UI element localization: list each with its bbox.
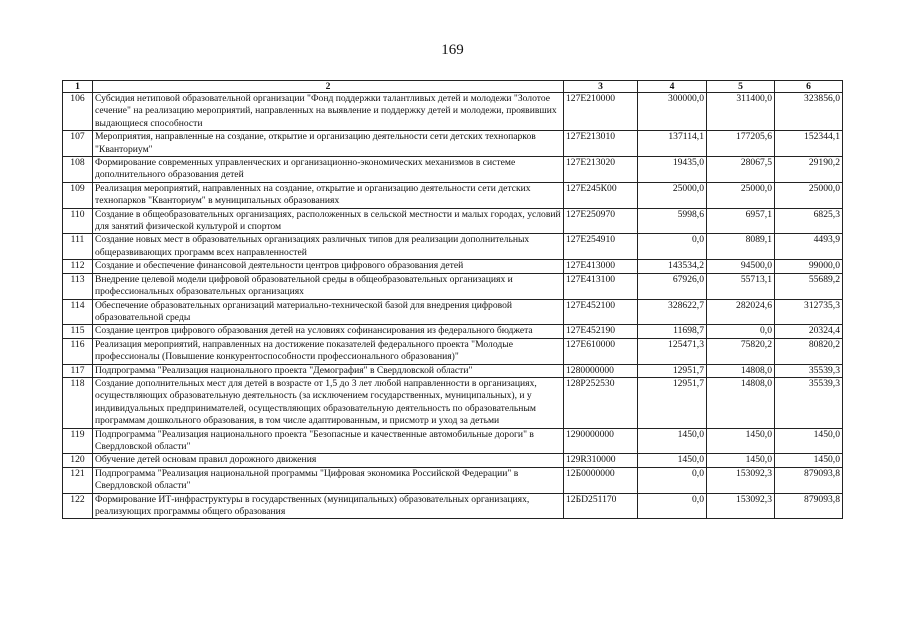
row-code: 127Е413000 — [564, 260, 638, 273]
row-value-5: 1450,0 — [707, 428, 775, 454]
row-value-4: 5998,6 — [638, 208, 707, 234]
row-number: 112 — [63, 260, 93, 273]
table-row — [63, 377, 843, 428]
row-value-4: 300000,0 — [638, 93, 707, 131]
row-value-4: 0,0 — [638, 234, 707, 260]
row-value-6: 20324,4 — [775, 325, 843, 338]
row-value-6: 55689,2 — [775, 273, 843, 299]
table-row — [63, 467, 843, 493]
table-row — [63, 208, 843, 234]
row-name: Мероприятия, направленные на создание, открытие и организацию деятельности сети детских технопарков "Кванториум" — [93, 131, 564, 157]
row-value-4: 12951,7 — [638, 377, 707, 428]
row-code: 12Б0000000 — [564, 467, 638, 493]
row-code: 127Е452190 — [564, 325, 638, 338]
row-name: Субсидия нетиповой образовательной организации "Фонд поддержки талантливых детей и молодежи "Золотое сечение" на реализацию мероприятий, направленных на выявление и поддержку детей и молодежи, проявивших выдающиеся способности — [93, 93, 564, 131]
row-value-6: 323856,0 — [775, 93, 843, 131]
row-value-4: 12951,7 — [638, 364, 707, 377]
row-value-6: 35539,3 — [775, 364, 843, 377]
row-code: 127Е245К00 — [564, 182, 638, 208]
row-number: 109 — [63, 182, 93, 208]
row-value-5: 153092,3 — [707, 493, 775, 519]
row-code: 127Е610000 — [564, 338, 638, 364]
row-value-5: 282024,6 — [707, 299, 775, 325]
row-code: 1280000000 — [564, 364, 638, 377]
column-header: 5 — [707, 81, 775, 93]
row-number: 113 — [63, 273, 93, 299]
row-value-6: 99000,0 — [775, 260, 843, 273]
row-value-4: 11698,7 — [638, 325, 707, 338]
row-value-4: 137114,1 — [638, 131, 707, 157]
row-value-6: 1450,0 — [775, 428, 843, 454]
row-number: 108 — [63, 157, 93, 183]
row-code: 12БD251170 — [564, 493, 638, 519]
row-name: Создание дополнительных мест для детей в возрасте от 1,5 до 3 лет любой направленности в организациях, осуществляющих образовательную деятельность (за исключением государственных, муниципальных), и у индивидуальных предпринимателей, осуществляющих образовательную деятельность по образовательным программам дошкольного образования, в том числе адаптированным, и присмотр и уход за детьми — [93, 377, 564, 428]
row-code: 129R310000 — [564, 454, 638, 467]
header-row — [63, 81, 843, 93]
row-code: 127Е413100 — [564, 273, 638, 299]
row-name: Подпрограмма "Реализация национального проекта "Демография" в Свердловской области" — [93, 364, 564, 377]
table-row — [63, 364, 843, 377]
row-code: 127Е250970 — [564, 208, 638, 234]
row-number: 122 — [63, 493, 93, 519]
table-row — [63, 493, 843, 519]
row-number: 120 — [63, 454, 93, 467]
row-value-4: 143534,2 — [638, 260, 707, 273]
table-row — [63, 182, 843, 208]
row-code: 127Е254910 — [564, 234, 638, 260]
table-row — [63, 131, 843, 157]
row-name: Внедрение целевой модели цифровой образовательной среды в общеобразовательных организациях и профессиональных образовательных организациях — [93, 273, 564, 299]
row-code: 127Е210000 — [564, 93, 638, 131]
table-row — [63, 299, 843, 325]
column-header: 4 — [638, 81, 707, 93]
row-number: 117 — [63, 364, 93, 377]
row-code: 127Е213010 — [564, 131, 638, 157]
row-value-6: 4493,9 — [775, 234, 843, 260]
row-value-6: 879093,8 — [775, 467, 843, 493]
row-value-5: 14808,0 — [707, 364, 775, 377]
row-name: Обучение детей основам правил дорожного движения — [93, 454, 564, 467]
table-row — [63, 93, 843, 131]
row-value-4: 19435,0 — [638, 157, 707, 183]
table-row — [63, 260, 843, 273]
row-value-6: 80820,2 — [775, 338, 843, 364]
row-code: 128Р252530 — [564, 377, 638, 428]
row-value-5: 1450,0 — [707, 454, 775, 467]
row-value-5: 14808,0 — [707, 377, 775, 428]
table-row — [63, 325, 843, 338]
row-name: Создание новых мест в образовательных организациях различных типов для реализации дополнительных общеразвивающих программ всех направленностей — [93, 234, 564, 260]
row-value-6: 152344,1 — [775, 131, 843, 157]
column-header: 1 — [63, 81, 93, 93]
row-number: 107 — [63, 131, 93, 157]
row-name: Реализация мероприятий, направленных на достижение показателей федерального проекта "Молодые профессионалы (Повышение конкурентоспособности профессионального образования)" — [93, 338, 564, 364]
row-name: Подпрограмма "Реализация национальной программы "Цифровая экономика Российской Федерации" в Свердловской области" — [93, 467, 564, 493]
row-value-5: 311400,0 — [707, 93, 775, 131]
row-value-6: 1450,0 — [775, 454, 843, 467]
row-value-5: 94500,0 — [707, 260, 775, 273]
row-value-4: 125471,3 — [638, 338, 707, 364]
row-name: Создание центров цифрового образования детей на условиях софинансирования из федерального бюджета — [93, 325, 564, 338]
row-number: 106 — [63, 93, 93, 131]
row-name: Подпрограмма "Реализация национального проекта "Безопасные и качественные автомобильные дороги" в Свердловской области" — [93, 428, 564, 454]
column-header: 2 — [93, 81, 564, 93]
row-name: Формирование ИТ-инфраструктуры в государственных (муниципальных) образовательных организациях, реализующих программы общего образования — [93, 493, 564, 519]
table-row — [63, 273, 843, 299]
row-value-5: 55713,1 — [707, 273, 775, 299]
row-value-5: 153092,3 — [707, 467, 775, 493]
row-number: 121 — [63, 467, 93, 493]
row-value-6: 25000,0 — [775, 182, 843, 208]
page-number: 169 — [441, 42, 464, 58]
row-value-6: 29190,2 — [775, 157, 843, 183]
row-value-4: 67926,0 — [638, 273, 707, 299]
row-number: 110 — [63, 208, 93, 234]
row-code: 1290000000 — [564, 428, 638, 454]
row-value-5: 75820,2 — [707, 338, 775, 364]
row-name: Создание в общеобразовательных организациях, расположенных в сельской местности и малых городах, условий для занятий физической культурой и спортом — [93, 208, 564, 234]
column-header: 3 — [564, 81, 638, 93]
row-value-5: 6957,1 — [707, 208, 775, 234]
row-number: 116 — [63, 338, 93, 364]
row-code: 127Е213020 — [564, 157, 638, 183]
row-value-4: 328622,7 — [638, 299, 707, 325]
row-name: Формирование современных управленческих и организационно-экономических механизмов в системе дополнительного образования детей — [93, 157, 564, 183]
row-value-6: 6825,3 — [775, 208, 843, 234]
row-value-4: 25000,0 — [638, 182, 707, 208]
row-value-5: 8089,1 — [707, 234, 775, 260]
row-number: 115 — [63, 325, 93, 338]
table-row — [63, 234, 843, 260]
row-value-4: 0,0 — [638, 467, 707, 493]
row-value-5: 28067,5 — [707, 157, 775, 183]
row-value-4: 0,0 — [638, 493, 707, 519]
table-row — [63, 338, 843, 364]
row-value-4: 1450,0 — [638, 454, 707, 467]
row-value-4: 1450,0 — [638, 428, 707, 454]
row-name: Создание и обеспечение финансовой деятельности центров цифрового образования детей — [93, 260, 564, 273]
row-number: 119 — [63, 428, 93, 454]
row-number: 118 — [63, 377, 93, 428]
table-row — [63, 428, 843, 454]
row-code: 127Е452100 — [564, 299, 638, 325]
column-header: 6 — [775, 81, 843, 93]
row-value-5: 0,0 — [707, 325, 775, 338]
row-value-6: 312735,3 — [775, 299, 843, 325]
table-row — [63, 454, 843, 467]
row-value-5: 25000,0 — [707, 182, 775, 208]
row-name: Реализация мероприятий, направленных на создание, открытие и организацию деятельности сети детских технопарков "Кванториум" в муниципальных образованиях — [93, 182, 564, 208]
row-number: 114 — [63, 299, 93, 325]
table-row — [63, 157, 843, 183]
budget-table — [62, 80, 843, 519]
row-number: 111 — [63, 234, 93, 260]
row-value-6: 35539,3 — [775, 377, 843, 428]
row-name: Обеспечение образовательных организаций материально-технической базой для внедрения цифровой образовательной среды — [93, 299, 564, 325]
row-value-6: 879093,8 — [775, 493, 843, 519]
row-value-5: 177205,6 — [707, 131, 775, 157]
